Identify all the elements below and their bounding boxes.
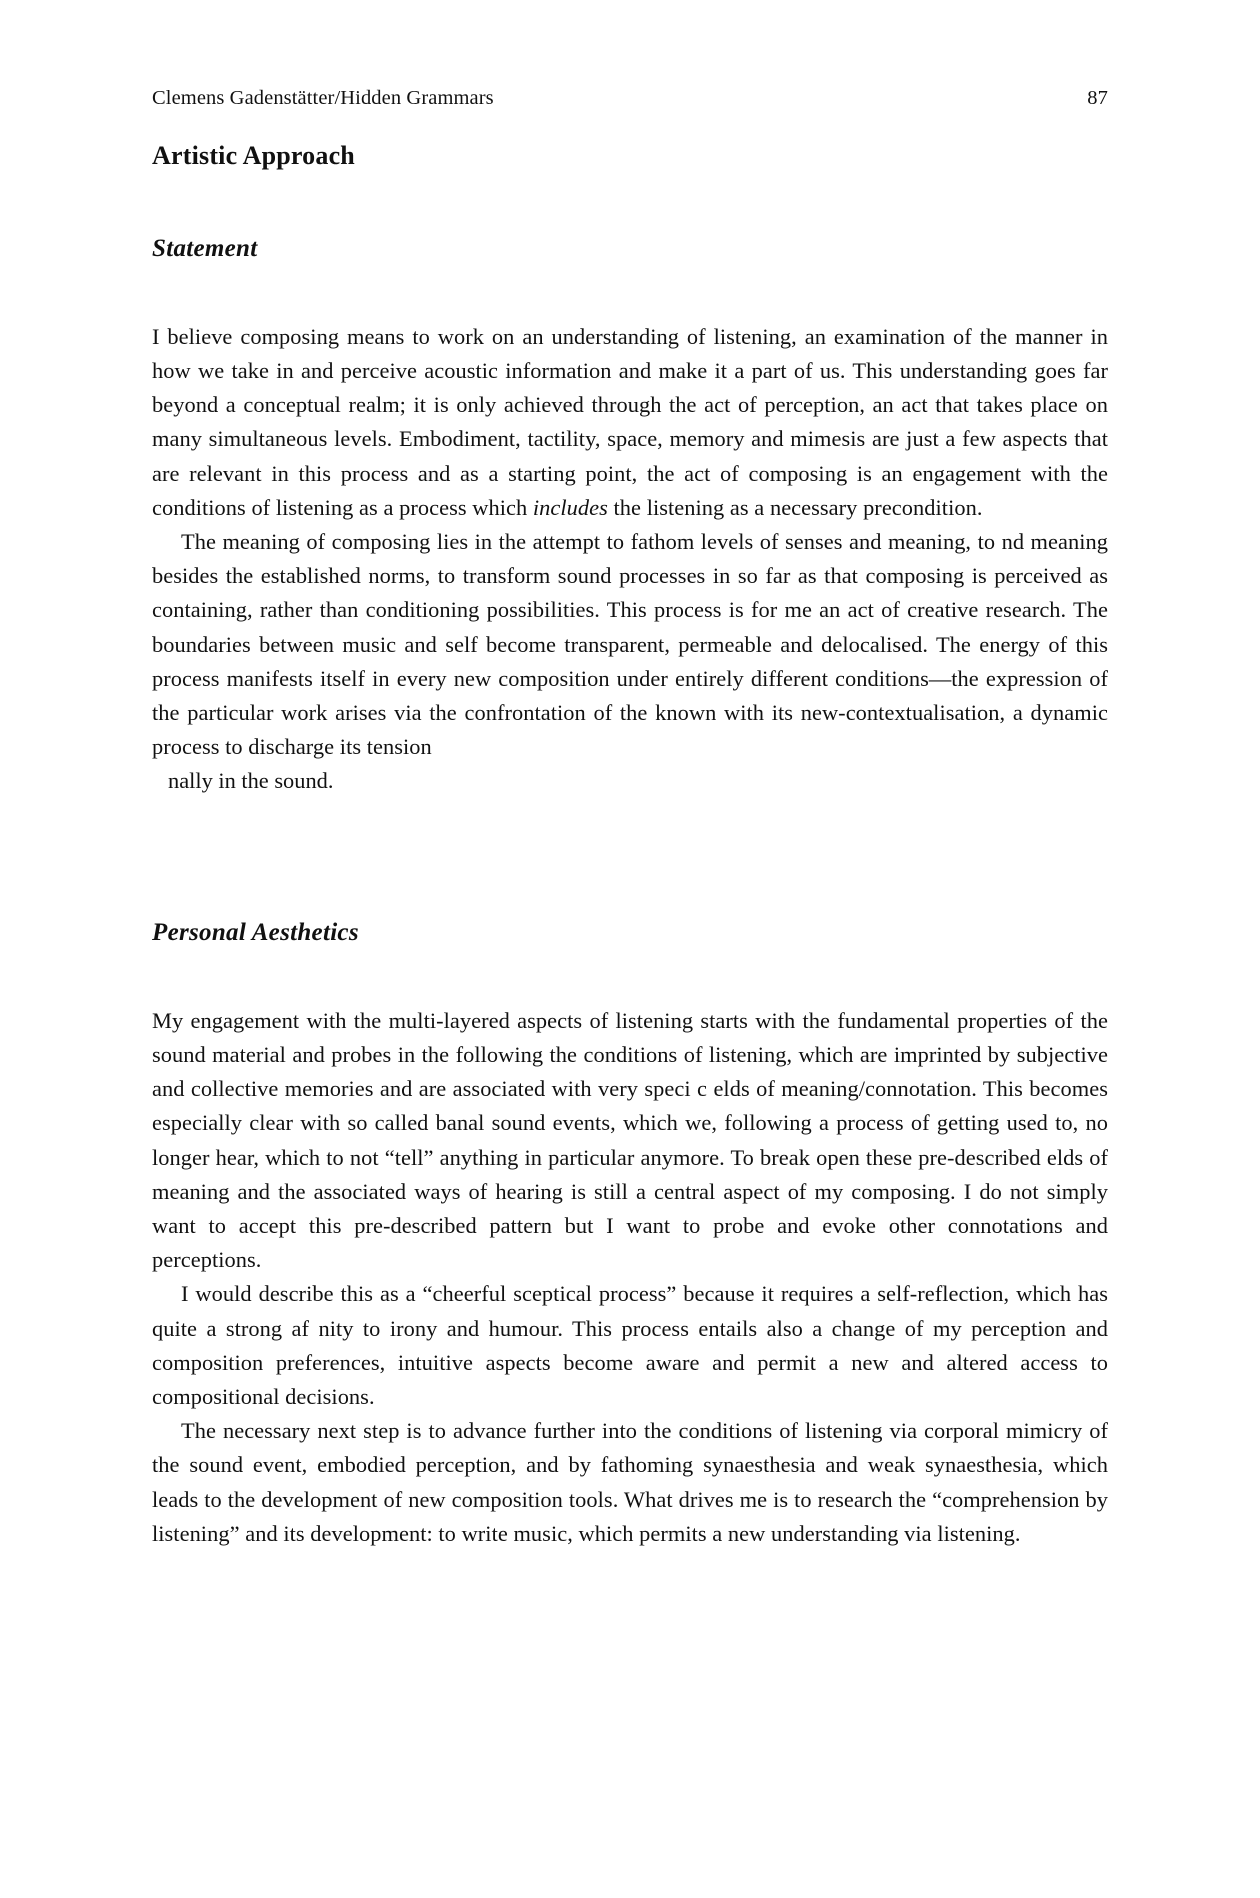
running-head-title: Clemens Gadenstätter/Hidden Grammars [152,87,494,109]
paragraph-statement-2-last-line: nally in the sound. [168,768,334,794]
text-column [152,140,1108,1551]
paragraph-statement-1 [152,320,1108,525]
paragraph-statement-2: The meaning of composing lies in the attempt to fathom levels of senses and meaning, to nd meaning besides the established norms, to transform sound processes in so far as that composing is perceived as containing, rather than conditioning possibilities. This process is for me an act of creative research. The boundaries between music and self become transparent, permeable and delocalised. The energy of this process manifests itself in every new composition under entirely different conditions—the expression of the particular work arises via the confrontation of the known with its new-contextualisation, a dynamic process to discharge its tension [152,528,1108,760]
paragraph-aesthetics-2: I would describe this as a “cheerful sceptical process” because it requires a self-reflection, which has quite a strong af nity to irony and humour. This process entails also a change of my perception and composition preferences, intuitive aspects become aware and permit a new and altered access to compositional decisions. [152,1281,1108,1410]
page-number: 87 [1087,87,1108,109]
spacer [152,173,1108,233]
paragraph-aesthetics-3: The necessary next step is to advance further into the conditions of listening via corporal mimicry of the sound event, embodied perception, and by fathoming synaesthesia and weak synaesthesia, which leads to the development of new composition tools. What drives me is to research the “comprehension by listening” and its development: to write music, which permits a new understanding via listening. [152,1418,1108,1546]
paragraph-text-part-1: I believe composing means to work on an understanding of listening, an examination of the manner in how we take in and perceive acoustic information and make it a part of us. This understanding goes far beyond a conceptual realm; it is only achieved through the act of perception, an act that takes place on many simultaneous levels. Embodiment, tactility, space, memory and mimesis are just a few aspects that are relevant in this process and as a starting point, the act of composing is an engagement with the conditions of listening as a process which [152,323,1108,520]
emphasised-word-includes: includes [532,494,608,520]
spacer [152,264,1108,320]
section-title: Artistic Approach [152,141,355,170]
paragraph-aesthetics-1: My engagement with the multi-layered aspects of listening starts with the fundamental properties of the sound material and probes in the following the conditions of listening, which are imprinted by subjective and collective memories and are associated with very speci c elds of meaning/connotation. This becomes especially clear with so called banal sound events, which we, following a process of getting used to, no longer hear, which to not “tell” anything in particular anymore. To break open these pre-described elds of meaning and the associated ways of hearing is still a central aspect of my composing. I do not simply want to accept this pre-described pattern but I want to probe and evoke other connotations and perceptions. [152,1007,1108,1273]
subsection-title-personal-aesthetics: Personal Aesthetics [152,918,359,946]
subsection-title-statement: Statement [152,234,258,262]
paragraph-text-part-2: the listening as a necessary precondition. [607,494,983,520]
spacer [152,948,1108,1004]
running-head [152,86,1108,111]
spacer [152,799,1108,917]
